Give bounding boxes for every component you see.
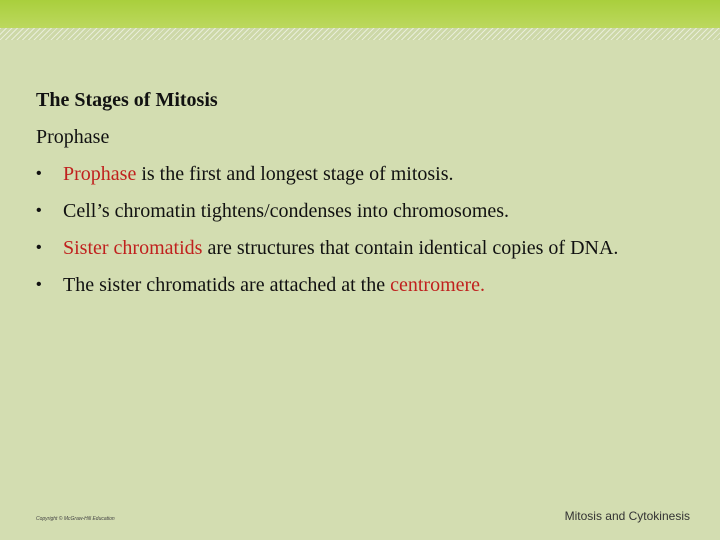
footer-topic: Mitosis and Cytokinesis — [564, 509, 690, 523]
slide-subtitle: Prophase — [36, 126, 110, 148]
bullet-dot-icon: • — [36, 276, 42, 293]
copyright-notice: Copyright © McGraw-Hill Education — [36, 516, 115, 522]
slide-content — [36, 86, 686, 309]
slide-title: The Stages of Mitosis — [36, 89, 218, 111]
bullet-text: Cell’s chromatin tightens/condenses into chromosomes. — [63, 200, 510, 222]
top-accent-bar — [0, 0, 720, 28]
bullet-text: The sister chromatids are attached at the — [63, 274, 391, 296]
bullet-text: is the first and longest stage of mitosis. — [136, 163, 454, 185]
bullet-text: are structures that contain identical copies of DNA. — [202, 237, 619, 259]
bullet-item — [36, 198, 686, 224]
highlighted-term: Sister chromatids — [63, 237, 203, 259]
bullet-item — [36, 161, 686, 187]
bullet-dot-icon: • — [36, 165, 42, 182]
highlighted-term: centromere. — [390, 274, 486, 296]
decorative-stripe-band — [0, 28, 720, 40]
bullet-list — [36, 161, 686, 298]
bullet-item — [36, 272, 686, 298]
bullet-dot-icon: • — [36, 202, 42, 219]
highlighted-term: Prophase — [63, 163, 137, 185]
bullet-dot-icon: • — [36, 239, 42, 256]
bullet-item — [36, 235, 686, 261]
